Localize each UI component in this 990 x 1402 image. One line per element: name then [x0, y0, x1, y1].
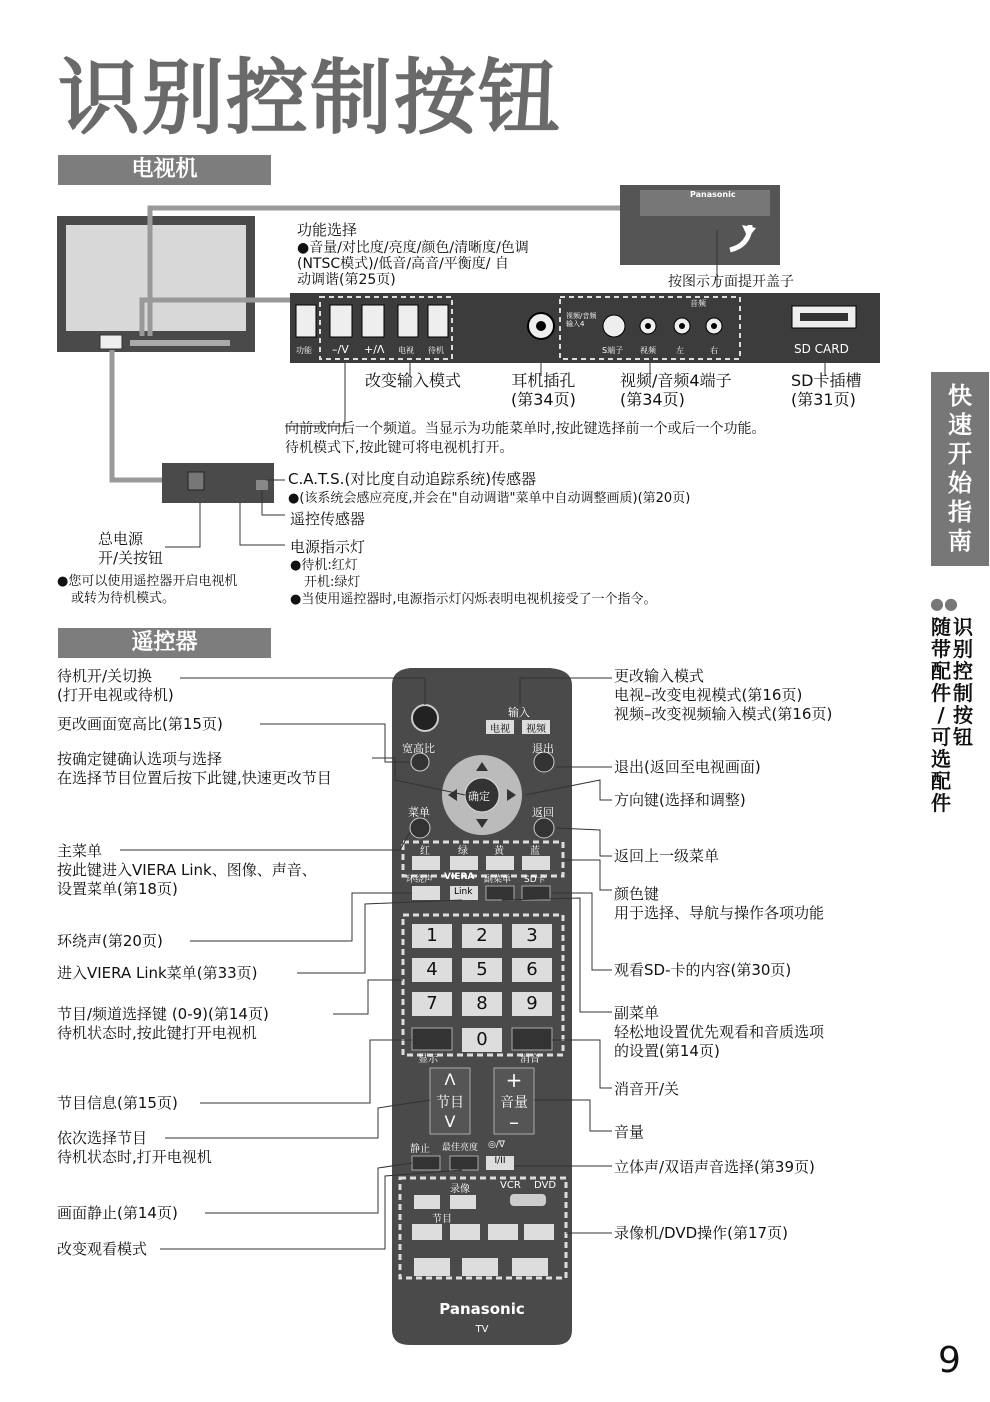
panel-label-left: 左: [676, 346, 684, 355]
sdcard-button[interactable]: [522, 886, 550, 900]
remote-label-display: 显示: [418, 1054, 438, 1065]
note-prog-line: 待机状态时,打开电视机: [57, 1148, 212, 1166]
yellow-button[interactable]: [486, 856, 514, 870]
remote-label-program: 节目: [436, 1095, 464, 1111]
remote-sensor-label: 遥控传感器: [290, 510, 366, 528]
note-standby: [57, 667, 174, 705]
remote-label-return: 返回: [532, 806, 554, 819]
note-numbers-line: 节目/频道选择键 (0-9)(第14页): [57, 1005, 269, 1023]
remote-label-surround: 环绕声: [406, 875, 434, 885]
note-numbers: [57, 1005, 269, 1043]
power-light-title: 电源指示灯: [290, 538, 366, 556]
note-standby-line: (打开电视或待机): [57, 686, 174, 704]
remote-brand: Panasonic: [439, 1300, 525, 1318]
note-input: [614, 667, 832, 724]
note-sub-line: 的设置(第14页): [614, 1042, 720, 1060]
side-char: 配: [931, 659, 951, 683]
note-sub-line: 轻松地设置优先观看和音质选项: [614, 1023, 825, 1041]
picture-mode-button[interactable]: [450, 1156, 478, 1170]
standby-button[interactable]: [412, 705, 438, 731]
note-menu-line: 主菜单: [57, 842, 103, 860]
remote-label-red: 红: [420, 846, 430, 857]
vol-down-key[interactable]: –: [509, 1110, 519, 1134]
side-char: 选: [931, 747, 951, 771]
note-return: 返回上一级菜单: [614, 847, 720, 865]
panel-brand: Panasonic: [690, 190, 736, 199]
note-menu-line: 设置菜单(第18页): [57, 880, 178, 898]
note-exit: 退出(返回至电视画面): [614, 758, 761, 776]
power-light-line: ●当使用遥控器时,电源指示灯闪烁表明电视机接受了一个指令。: [290, 592, 657, 607]
key-7[interactable]: 7: [426, 993, 438, 1014]
vol-up-key[interactable]: +: [505, 1068, 523, 1092]
section-header-remote: 遥控器: [58, 628, 271, 658]
side-char: 控: [953, 659, 973, 683]
panel-label-sdcard: SD CARD: [794, 342, 849, 356]
main-power-line: 总电源: [98, 530, 144, 548]
remote-label-green: 绿: [458, 846, 468, 857]
note-dir: 方向键(选择和调整): [614, 791, 746, 809]
remote-tv-mark: TV: [475, 1324, 489, 1335]
cats-desc: ●(该系统会感应亮度,并会在"自动调谐"菜单中自动调整画质)(第20页): [288, 491, 691, 506]
power-light-line: ●待机:红灯: [290, 558, 358, 573]
ch-down-key[interactable]: V: [444, 1112, 456, 1131]
note-menu: [57, 842, 317, 899]
side-tab-char: 指: [948, 498, 972, 526]
remote-label-stereo-key: I/II: [494, 1156, 506, 1166]
side-char: 配: [931, 769, 951, 793]
panel-label-in4: 视频/音频 输入4: [566, 312, 597, 328]
panel-label-func: 功能: [296, 346, 312, 355]
display-button[interactable]: [412, 1028, 452, 1050]
func-select-line: 动调谐(第25页): [297, 272, 396, 288]
key-2[interactable]: 2: [476, 925, 488, 946]
side-char: 识: [953, 615, 973, 639]
side-char: /: [937, 703, 945, 727]
menu-button[interactable]: [410, 818, 430, 838]
panel-label-right: 右: [710, 346, 718, 355]
note-info: 节目信息(第15页): [57, 1094, 178, 1112]
remote-label-menu: 菜单: [408, 806, 430, 819]
side-tab-char: 南: [948, 527, 972, 555]
remote-label-exit: 退出: [532, 742, 554, 755]
side-char: 按: [953, 703, 973, 727]
page-number: 9: [938, 1340, 961, 1381]
note-menu-line: 按此键进入VIERA Link、图像、声音、: [57, 861, 317, 879]
channel-note-line: 待机模式下,按此键可将电视机打开。: [285, 440, 514, 456]
remote-label-tv: 电视: [490, 724, 510, 735]
key-0[interactable]: 0: [476, 1029, 488, 1050]
panel-label-video: 视频: [640, 346, 656, 355]
cover-note: 按图示方面提开盖子: [668, 274, 794, 290]
note-aspect: 更改画面宽高比(第15页): [57, 715, 223, 733]
note-sub: [614, 1004, 824, 1061]
green-button[interactable]: [450, 856, 478, 870]
remote-label-submenu: 副菜单: [484, 875, 512, 885]
remote-label-input: 输入: [508, 706, 530, 719]
blue-button[interactable]: [522, 856, 550, 870]
av4-line: 视频/音频4端子: [620, 371, 732, 390]
key-8[interactable]: 8: [476, 993, 488, 1014]
red-button[interactable]: [412, 856, 440, 870]
key-4[interactable]: 4: [426, 959, 438, 980]
sdslot-line: (第31页): [791, 390, 856, 409]
note-input-line: 更改输入模式: [614, 667, 705, 685]
side-tab-char: 快: [948, 382, 972, 410]
panel-label-tv: 电视: [398, 346, 414, 355]
channel-note-line: 向前或向后一个频道。当显示为功能菜单时,按此键选择前一个或后一个功能。: [285, 421, 766, 437]
surround-button[interactable]: [412, 886, 440, 900]
key-1[interactable]: 1: [426, 925, 438, 946]
note-viera: 进入VIERA Link菜单(第33页): [57, 964, 258, 982]
func-select-title: 功能选择: [297, 221, 358, 239]
panel-label-svideo: S端子: [602, 346, 624, 355]
note-prog: [57, 1129, 212, 1167]
key-3[interactable]: 3: [526, 925, 538, 946]
side-tab-char: 速: [948, 411, 972, 439]
note-surround: 环绕声(第20页): [57, 932, 163, 950]
headphone-line: 耳机插孔: [511, 371, 576, 390]
key-6[interactable]: 6: [526, 959, 538, 980]
note-input-line: 视频–改变视频输入模式(第16页): [614, 705, 833, 723]
func-select-line: ●音量/对比度/亮度/颜色/清晰度/色调: [297, 240, 529, 256]
remote-label-sdcard: SD卡: [524, 875, 546, 885]
note-color-line: 颜色键: [614, 885, 660, 903]
side-char: 别: [953, 637, 973, 661]
side-tab-char: 始: [948, 469, 972, 497]
note-numbers-line: 待机状态时,按此键打开电视机: [57, 1024, 257, 1042]
power-light-line: 开机:绿灯: [304, 575, 361, 590]
av4-line: (第34页): [620, 390, 685, 409]
side-char: 件: [931, 681, 951, 705]
side-char: 随: [931, 615, 951, 639]
side-tab-char: 开: [948, 440, 972, 468]
note-vol: 音量: [614, 1123, 645, 1141]
remote-label-freeze: 静止: [410, 1144, 430, 1155]
side-subtitle-col1: [930, 616, 952, 814]
note-prog-line: 依次选择节目: [57, 1129, 148, 1147]
note-color: [614, 885, 824, 923]
side-tab-dots: ●●: [930, 594, 958, 613]
note-ok-line: 按确定键确认选项与选择: [57, 750, 223, 768]
side-char: 制: [953, 681, 973, 705]
note-picmode: 改变观看模式: [57, 1240, 148, 1258]
side-tab: [931, 372, 989, 566]
side-char: 可: [931, 725, 951, 749]
page-title: 识别控制按钮: [58, 51, 563, 146]
sdslot-line: SD卡插槽: [791, 371, 862, 390]
side-char: 钮: [953, 725, 973, 749]
freeze-button[interactable]: [412, 1156, 440, 1170]
side-char: 件: [931, 791, 951, 815]
note-freeze: 画面静止(第14页): [57, 1204, 178, 1222]
section-header-tv: 电视机: [58, 155, 271, 185]
input-mode-label: 改变输入模式: [365, 371, 462, 390]
note-input-line: 电视–改变电视模式(第16页): [614, 686, 803, 704]
note-standby-line: 待机开/关切换: [57, 667, 153, 685]
key-5[interactable]: 5: [476, 959, 488, 980]
note-ok: [57, 750, 332, 788]
note-stereo: 立体声/双语声音选择(第39页): [614, 1158, 815, 1176]
mute-button[interactable]: [512, 1028, 552, 1050]
remote-label-link: Link: [454, 887, 473, 897]
headphone-line: (第34页): [511, 390, 576, 409]
standby-note-line: 或转为待机模式。: [71, 591, 176, 606]
remote-label-mute: 消音: [520, 1054, 540, 1065]
cats-label: C.A.T.S.(对比度自动追踪系统)传感器: [288, 470, 537, 488]
note-sub-line: 副菜单: [614, 1004, 660, 1022]
remote-label-ok: 确定: [468, 790, 490, 803]
panel-label-vol: +/Λ: [364, 343, 385, 356]
side-subtitle-col2: [952, 616, 974, 748]
panel-label-standby: 待机: [428, 346, 444, 355]
panel-label-audio: 音频: [690, 299, 706, 308]
remote-label-stereo-symbol: ◎/∇: [488, 1140, 505, 1150]
note-mute: 消音开/关: [614, 1080, 680, 1098]
note-color-line: 用于选择、导航与操作各项功能: [614, 904, 825, 922]
main-power-line: 开/关按钮: [98, 549, 164, 567]
key-9[interactable]: 9: [526, 993, 538, 1014]
func-select-line: (NTSC模式)/低音/高音/平衡度/ 自: [297, 256, 509, 272]
note-vcr: 录像机/DVD操作(第17页): [614, 1224, 788, 1242]
remote-label-video: 视频: [526, 724, 546, 735]
remote-label-yellow: 黄: [494, 846, 504, 857]
remote-label-blue: 蓝: [530, 846, 540, 857]
remote-label-viera: VIERA: [444, 872, 475, 882]
remote-label-prog2: 节目: [432, 1214, 452, 1225]
side-char: 带: [931, 637, 951, 661]
panel-label-ch: –/V: [332, 343, 349, 356]
remote-label-volume: 音量: [500, 1095, 528, 1111]
return-button[interactable]: [534, 818, 554, 838]
remote-label-dvd: DVD: [534, 1180, 557, 1191]
remote-label-bestcontrast: 最佳亮度: [442, 1143, 479, 1153]
remote-label-vcr: VCR: [500, 1180, 521, 1191]
submenu-button[interactable]: [486, 886, 514, 900]
ch-up-key[interactable]: Λ: [444, 1070, 456, 1089]
note-sd: 观看SD-卡的内容(第30页): [614, 961, 792, 979]
remote-label-rec: 录像: [450, 1184, 470, 1195]
standby-note-line: ●您可以使用遥控器开启电视机: [57, 574, 238, 589]
note-ok-line: 在选择节目位置后按下此键,快速更改节目: [57, 769, 332, 787]
remote-label-aspect: 宽高比: [402, 742, 435, 755]
